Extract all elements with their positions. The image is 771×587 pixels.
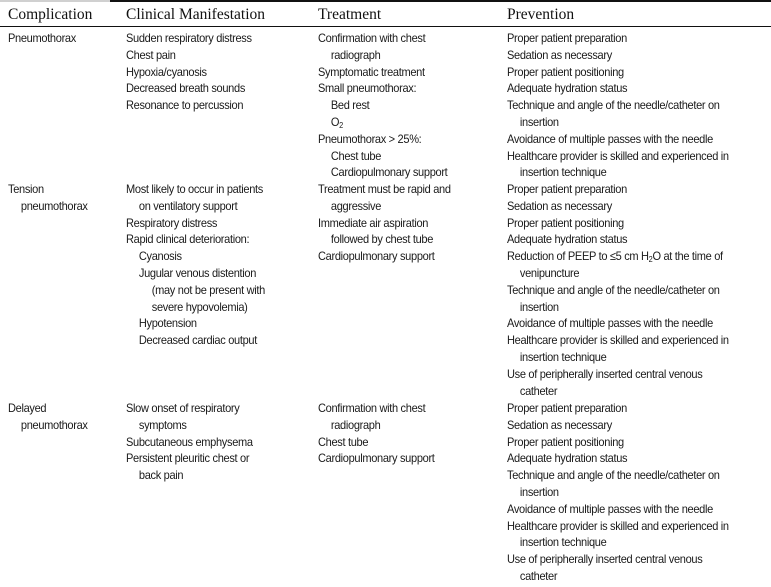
cell-prevention bbox=[507, 30, 729, 181]
prevention-item: Adequate hydration status bbox=[507, 81, 628, 96]
prevention-item: insertion bbox=[519, 114, 559, 129]
cell-prevention bbox=[507, 181, 729, 399]
treatment-item: Cardiopulmonary support bbox=[330, 165, 448, 180]
prevention-item: Proper patient preparation bbox=[507, 31, 627, 45]
prevention-item: Technique and angle of the needle/catheter on bbox=[507, 98, 720, 113]
manifestation-item: Decreased breath sounds bbox=[126, 81, 246, 96]
header-rule bbox=[0, 26, 771, 27]
manifestation-item: Hypoxia/cyanosis bbox=[126, 64, 207, 79]
manifestation-item: symptoms bbox=[138, 417, 187, 432]
manifestation-item: Respiratory distress bbox=[126, 215, 218, 230]
manifestation-item: severe hypovolemia) bbox=[151, 299, 248, 314]
manifestation-item: Chest pain bbox=[126, 47, 176, 62]
complication-name: Pneumothorax bbox=[8, 31, 76, 45]
prevention-item: Healthcare provider is skilled and experienced in bbox=[507, 518, 729, 533]
complication-name: pneumothorax bbox=[20, 417, 88, 432]
cell-treatment bbox=[318, 30, 447, 181]
prevention-item: insertion technique bbox=[519, 349, 607, 364]
prevention-item: Reduction of PEEP to ≤5 cm $H_2O$ at the time of bbox=[507, 249, 723, 265]
treatment-item: Cardiopulmonary support bbox=[318, 451, 435, 466]
manifestation-item: (may not be present with bbox=[151, 282, 265, 297]
manifestation-item: Hypotension bbox=[138, 316, 197, 331]
top-rule bbox=[110, 0, 771, 2]
manifestation-item: Most likely to occur in patients bbox=[126, 182, 263, 196]
treatment-item: Small pneumothorax: bbox=[318, 81, 417, 96]
prevention-item: Sedation as necessary bbox=[507, 47, 612, 62]
prevention-item: Use of peripherally inserted central venous bbox=[507, 552, 703, 567]
manifestation-item: Decreased cardiac output bbox=[138, 333, 257, 348]
prevention-item: Proper patient preparation bbox=[507, 401, 627, 415]
cell-manifestation bbox=[126, 181, 265, 349]
treatment-item: Cardiopulmonary support bbox=[318, 249, 435, 264]
treatment-item: Bed rest bbox=[330, 98, 370, 113]
prevention-item: Technique and angle of the needle/catheter on bbox=[507, 282, 720, 297]
treatment-item: Pneumothorax > 25%: bbox=[318, 131, 422, 146]
treatment-item: radiograph bbox=[330, 417, 381, 432]
treatment-item: followed by chest tube bbox=[330, 232, 434, 247]
manifestation-item: Persistent pleuritic chest or bbox=[126, 451, 250, 466]
treatment-item: radiograph bbox=[330, 47, 381, 62]
prevention-item: insertion technique bbox=[519, 535, 607, 550]
manifestation-item: back pain bbox=[138, 468, 184, 483]
prevention-item: Adequate hydration status bbox=[507, 451, 628, 466]
cell-complication bbox=[8, 400, 88, 434]
complication-name: Delayed bbox=[8, 401, 47, 415]
treatment-item: Chest tube bbox=[330, 148, 382, 163]
prevention-item: insertion bbox=[519, 484, 559, 499]
prevention-item: Proper patient positioning bbox=[507, 215, 624, 230]
prevention-item: catheter bbox=[519, 568, 558, 583]
prevention-item: catheter bbox=[519, 383, 558, 398]
manifestation-item: Jugular venous distention bbox=[138, 265, 257, 280]
cell-manifestation bbox=[126, 30, 252, 114]
manifestation-item: Resonance to percussion bbox=[126, 98, 244, 113]
prevention-item: Proper patient preparation bbox=[507, 182, 627, 196]
manifestation-item: Rapid clinical deterioration: bbox=[126, 232, 250, 247]
manifestation-item: on ventilatory support bbox=[138, 198, 238, 213]
cell-treatment bbox=[318, 181, 451, 265]
prevention-item: Avoidance of multiple passes with the needle bbox=[507, 316, 713, 331]
prevention-item: Healthcare provider is skilled and experienced in bbox=[507, 148, 729, 163]
manifestation-item: Sudden respiratory distress bbox=[126, 31, 252, 45]
complication-name: pneumothorax bbox=[20, 198, 88, 213]
prevention-item: Proper patient positioning bbox=[507, 434, 624, 449]
header-treatment: Treatment bbox=[318, 6, 382, 23]
top-rule-light bbox=[0, 0, 110, 2]
cell-complication bbox=[8, 181, 88, 215]
manifestation-item: Slow onset of respiratory bbox=[126, 401, 240, 415]
header-complication: Complication bbox=[8, 6, 93, 23]
prevention-item: insertion bbox=[519, 299, 559, 314]
treatment-item: Confirmation with chest bbox=[318, 401, 426, 415]
treatment-item: Symptomatic treatment bbox=[318, 64, 425, 79]
prevention-item: Adequate hydration status bbox=[507, 232, 628, 247]
cell-manifestation bbox=[126, 400, 253, 484]
prevention-item: Technique and angle of the needle/catheter on bbox=[507, 468, 720, 483]
prevention-item: Sedation as necessary bbox=[507, 417, 612, 432]
treatment-item: $O_2$ bbox=[330, 114, 343, 130]
prevention-item: Sedation as necessary bbox=[507, 198, 612, 213]
treatment-item: Confirmation with chest bbox=[318, 31, 426, 45]
prevention-item: insertion technique bbox=[519, 165, 607, 180]
cell-treatment bbox=[318, 400, 435, 467]
prevention-item: Use of peripherally inserted central venous bbox=[507, 366, 703, 381]
treatment-item: aggressive bbox=[330, 198, 382, 213]
complication-name: Tension bbox=[8, 182, 44, 196]
manifestation-item: Subcutaneous emphysema bbox=[126, 434, 253, 449]
header-prevention: Prevention bbox=[507, 6, 575, 23]
prevention-item: Proper patient positioning bbox=[507, 64, 624, 79]
header-clinical-manifestation: Clinical Manifestation bbox=[126, 6, 266, 23]
prevention-item: Healthcare provider is skilled and experienced in bbox=[507, 333, 729, 348]
prevention-item: venipuncture bbox=[519, 265, 580, 280]
treatment-item: Chest tube bbox=[318, 434, 369, 449]
cell-complication bbox=[8, 30, 76, 47]
treatment-item: Immediate air aspiration bbox=[318, 215, 429, 230]
manifestation-item: Cyanosis bbox=[138, 249, 182, 264]
treatment-item: Treatment must be rapid and bbox=[318, 182, 451, 196]
prevention-item: Avoidance of multiple passes with the needle bbox=[507, 501, 713, 516]
prevention-item: Avoidance of multiple passes with the needle bbox=[507, 131, 713, 146]
cell-prevention bbox=[507, 400, 729, 585]
